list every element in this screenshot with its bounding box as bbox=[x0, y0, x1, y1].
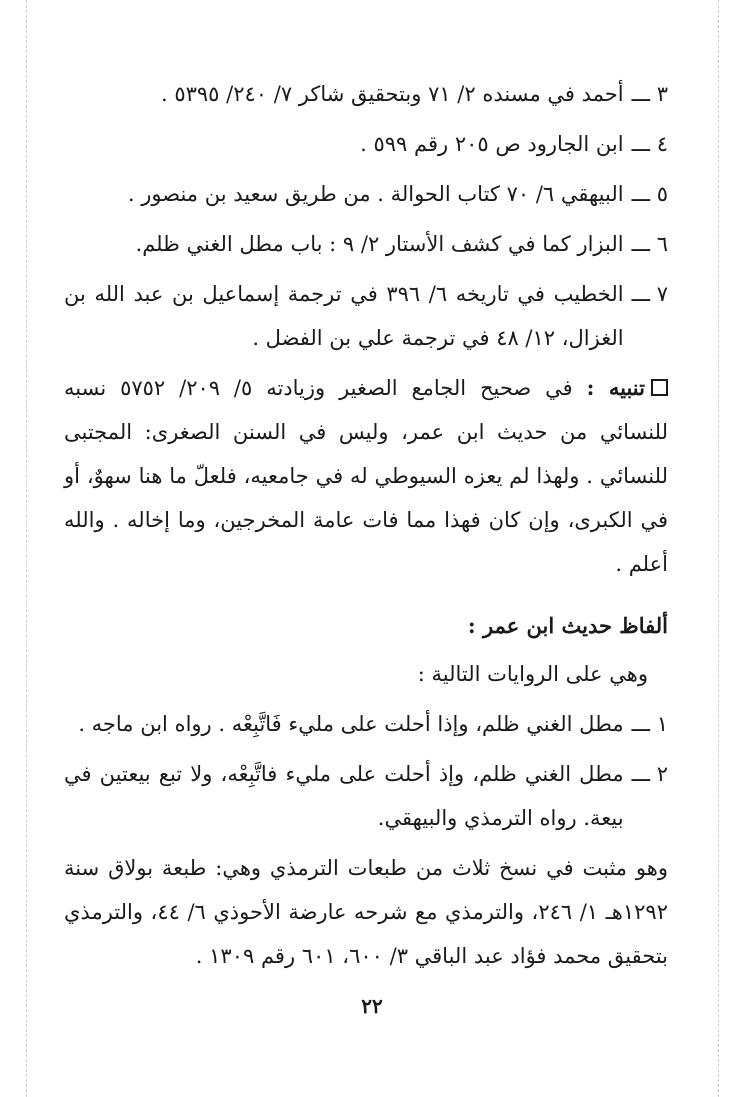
note-paragraph bbox=[64, 366, 668, 586]
note-label: تنبيه : bbox=[586, 375, 645, 400]
page-body bbox=[64, 72, 668, 984]
reference-number: ٧ ـــ bbox=[631, 282, 668, 306]
square-bullet-icon bbox=[651, 379, 668, 396]
reference-text: البيهقي ٦/ ٧٠ كتاب الحوالة . من طريق سعيد بن منصور . bbox=[127, 182, 624, 206]
reference-number: ٤ ـــ bbox=[631, 132, 668, 156]
reference-number: ٦ ـــ bbox=[631, 232, 668, 256]
page-number: ٢٢ bbox=[361, 994, 383, 1018]
reference-item bbox=[64, 222, 668, 266]
section-heading: ألفاظ حديث ابن عمر : bbox=[467, 613, 668, 638]
section-intro: وهي على الروايات التالية : bbox=[417, 662, 648, 686]
closing-paragraph: وهو مثبت في نسخ ثلاث من طبعات الترمذي وهي: طبعة بولاق سنة ١٢٩٢هـ ١/ ٢٤٦، والترمذي مع شرحه عارضة الأحوذي ٦/ ٤٤، والترمذي بتحقيق محمد فؤاد عبد الباقي ٣/ ٦٠٠، ٦٠١ رقم ١٣٠٩ . bbox=[64, 856, 668, 968]
riwaya-text: مطل الغني ظلم، وإذا أحلت على مليء فَاتَّبِعْه . رواه ابن ماجه . bbox=[78, 712, 624, 736]
margin-guide-left bbox=[26, 0, 27, 1097]
reference-item bbox=[64, 272, 668, 360]
reference-item bbox=[64, 72, 668, 116]
reference-item bbox=[64, 122, 668, 166]
note-text: في صحيح الجامع الصغير وزيادته ٥/ ٢٠٩/ ٥٧٥٢ نسبه للنسائي من حديث ابن عمر، وليس في السنن الصغرى: المجتبى للنسائي . ولهذا لم يعزه السيوطي له في جامعيه، فلعلّ ما هنا سهوٌ، أو في الكبرى، وإن كان فهذا مما فات عامة المخرجين، وما إخاله . والله أعلم . bbox=[64, 376, 668, 576]
riwaya-number: ١ ـــ bbox=[631, 712, 668, 736]
margin-guide-right bbox=[718, 0, 719, 1097]
reference-item bbox=[64, 172, 668, 216]
riwaya-number: ٢ ـــ bbox=[631, 762, 668, 786]
reference-text: ابن الجارود ص ٢٠٥ رقم ٥٩٩ . bbox=[360, 132, 624, 156]
riwaya-text: مطل الغني ظلم، وإذ أحلت على مليء فاتَّبِعْه، ولا تبع بيعتين في بيعة. رواه الترمذي والبيهقي. bbox=[64, 762, 624, 830]
riwaya-item bbox=[64, 752, 668, 840]
riwaya-item bbox=[64, 702, 668, 746]
reference-text: أحمد في مسنده ٢/ ٧١ وبتحقيق شاكر ٧/ ٢٤٠/ ٥٣٩٥ . bbox=[160, 82, 624, 106]
reference-text: الخطيب في تاريخه ٦/ ٣٩٦ في ترجمة إسماعيل بن عبد الله بن الغزال، ١٢/ ٤٨ في ترجمة علي بن الفضل . bbox=[64, 282, 624, 350]
reference-number: ٥ ـــ bbox=[631, 182, 668, 206]
reference-number: ٣ ـــ bbox=[631, 82, 668, 106]
reference-text: البزار كما في كشف الأستار ٢/ ٩ : باب مطل الغني ظلم. bbox=[135, 232, 624, 256]
